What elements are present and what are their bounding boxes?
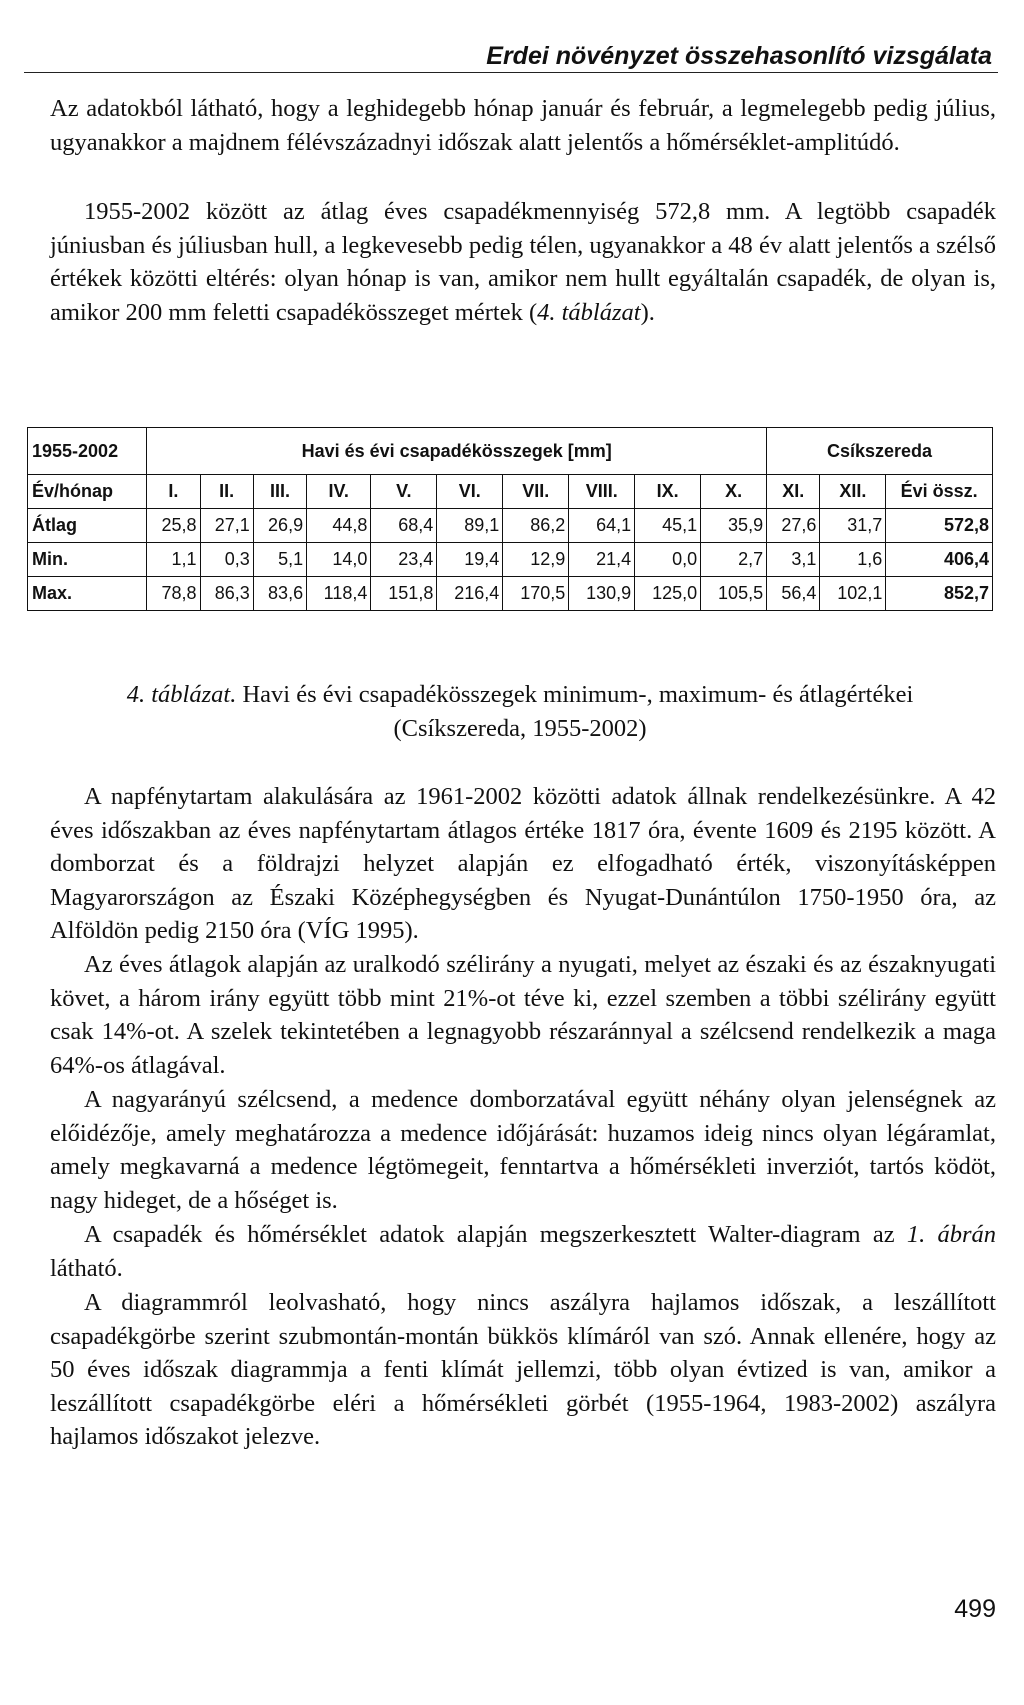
paragraph-text: Az éves átlagok alapján az uralkodó szélirány a nyugati, melyet az északi és az északnyugati követ, a három irány együtt több mint 21%-ot téve ki, ezzel szemben a többi szélirány együtt csak 14%-ot. A szelek tekintetében a legnagyobb részaránnyal a szélcsend rendelkezik a maga 64%-os átlagával. [50,951,996,1079]
table-cell: 14,0 [307,543,371,577]
paragraph-text: Az adatokból látható, hogy a leghidegebb hónap január és február, a legmelegebb pedig július, ugyanakkor a majdnem félévszázadnyi időszak alatt jelentős a hőmérséklet-amplitúdó. [50,95,996,156]
column-header: VII. [503,475,569,509]
table-cell: 35,9 [701,509,767,543]
column-header: II. [200,475,253,509]
table-cell: 0,0 [635,543,701,577]
table-cell: 25,8 [147,509,200,543]
table-cell: 1,6 [820,543,886,577]
figure-reference: 1. ábrán [906,1221,996,1248]
column-header: VIII. [569,475,635,509]
table-row-max [28,577,993,611]
column-header: XI. [767,475,820,509]
row-label: Átlag [28,509,147,543]
table-cell: 0,3 [200,543,253,577]
table-cell: 45,1 [635,509,701,543]
table-cell: 216,4 [437,577,503,611]
column-header: I. [147,475,200,509]
paragraph-diagram [50,1286,996,1454]
row-label: Min. [28,543,147,577]
table-cell: 31,7 [820,509,886,543]
table-cell: 1,1 [147,543,200,577]
table-cell: 12,9 [503,543,569,577]
row-label: Max. [28,577,147,611]
table-cell: 118,4 [307,577,371,611]
paragraph-calm [50,1083,996,1217]
table-cell-total: 406,4 [886,543,993,577]
caption-text: Havi és évi csapadékösszegek minimum-, maximum- és átlagértékei (Csíkszereda, 1955-2002) [242,681,914,742]
column-header: Évi össz. [886,475,993,509]
paragraph-walter [50,1218,996,1285]
table-cell: 130,9 [569,577,635,611]
table-cell-total: 852,7 [886,577,993,611]
page-number: 499 [954,1595,996,1623]
table-cell: 27,6 [767,509,820,543]
column-header: XII. [820,475,886,509]
table-cell: 78,8 [147,577,200,611]
table-cell: 3,1 [767,543,820,577]
table-cell: 170,5 [503,577,569,611]
table-cell: 105,5 [701,577,767,611]
precipitation-table [27,427,993,611]
table-cell: 27,1 [200,509,253,543]
running-header [24,38,998,73]
paragraph-temperature [50,92,996,159]
table-place: Csíkszereda [767,428,993,475]
column-header: IV. [307,475,371,509]
table-row-average [28,509,993,543]
paragraph-text: A csapadék és hőmérséklet adatok alapján megszerkesztett Walter-diagram az [84,1221,907,1248]
paragraph-text-end: ). [640,298,655,326]
table-cell: 68,4 [371,509,437,543]
table-cell: 21,4 [569,543,635,577]
table-cell: 44,8 [307,509,371,543]
caption-label: 4. táblázat. [126,681,237,708]
table-header-row [28,475,993,509]
table-reference: 4. táblázat [537,298,641,326]
paragraph-wind [50,948,996,1082]
table-cell: 125,0 [635,577,701,611]
paragraph-text: A nagyarányú szélcsend, a medence domborzatával együtt néhány olyan jelenségnek az előidézője, amely meghatározza a medence időjárását: huzamos ideig nincs olyan légáramlat, amely megkavarná a medence légtömegeit, fenntartva a hőmérsékleti inverziót, tartós ködöt, nagy hideget, de a hőséget is. [50,1086,996,1214]
column-header: X. [701,475,767,509]
table-cell: 23,4 [371,543,437,577]
paragraph-precipitation [50,195,996,329]
table-caption [80,678,960,746]
table-cell-total: 572,8 [886,509,993,543]
row-header-label: Év/hónap [28,475,147,509]
column-header: IX. [635,475,701,509]
table-cell: 86,3 [200,577,253,611]
table-cell: 64,1 [569,509,635,543]
table-cell: 83,6 [253,577,306,611]
table-cell: 86,2 [503,509,569,543]
table-cell: 56,4 [767,577,820,611]
table-cell: 2,7 [701,543,767,577]
table-cell: 102,1 [820,577,886,611]
column-header: III. [253,475,306,509]
running-title: Erdei növényzet összehasonlító vizsgálata [486,42,992,70]
paragraph-text-end: látható. [50,1254,123,1282]
table-cell: 151,8 [371,577,437,611]
table-cell: 89,1 [437,509,503,543]
column-header: VI. [437,475,503,509]
paragraph-text: A napfénytartam alakulására az 1961-2002 közötti adatok állnak rendelkezésünkre. A 42 éves időszakban az éves napfénytartam átlagos értéke 1817 óra, évente 1609 és 2195 között. A domborzat és a földrajzi helyzet alapján ez elfogadható érték, viszonyításképpen Magyarországon az Északi Középhegységben és Nyugat-Dunántúlon 1750-1950 óra, az Alföldön pedig 2150 óra (VÍG 1995). [50,783,996,944]
table-cell: 26,9 [253,509,306,543]
table-title-row [28,428,993,475]
table-heading: Havi és évi csapadékösszegek [mm] [147,428,767,475]
table-row-min [28,543,993,577]
paragraph-sunshine [50,780,996,948]
column-header: V. [371,475,437,509]
table-period: 1955-2002 [28,428,147,475]
paragraph-text: 1955-2002 között az átlag éves csapadékmennyiség 572,8 mm. A legtöbb csapadék júniusban és júliusban hull, a legkevesebb pedig télen, ugyanakkor a 48 év alatt jelentős a szélső értékek közötti eltérés: olyan hónap is van, amikor nem hullt egyáltalán csapadék, de olyan is, amikor 200 mm feletti csapadékösszeget mértek ( [50,198,996,326]
paragraph-text: A diagrammról leolvasható, hogy nincs aszályra hajlamos időszak, a leszállított csapadékgörbe szerint szubmontán-montán bükkös klímáról van szó. Annak ellenére, hogy az 50 éves időszak diagrammja a fenti klímát jellemzi, több olyan évtized is van, amikor a leszállított csapadékgörbe eléri a hőmérsékleti görbét (1955-1964, 1983-2002) aszályra hajlamos időszakot jelezve. [50,1289,996,1450]
table-cell: 5,1 [253,543,306,577]
table-cell: 19,4 [437,543,503,577]
